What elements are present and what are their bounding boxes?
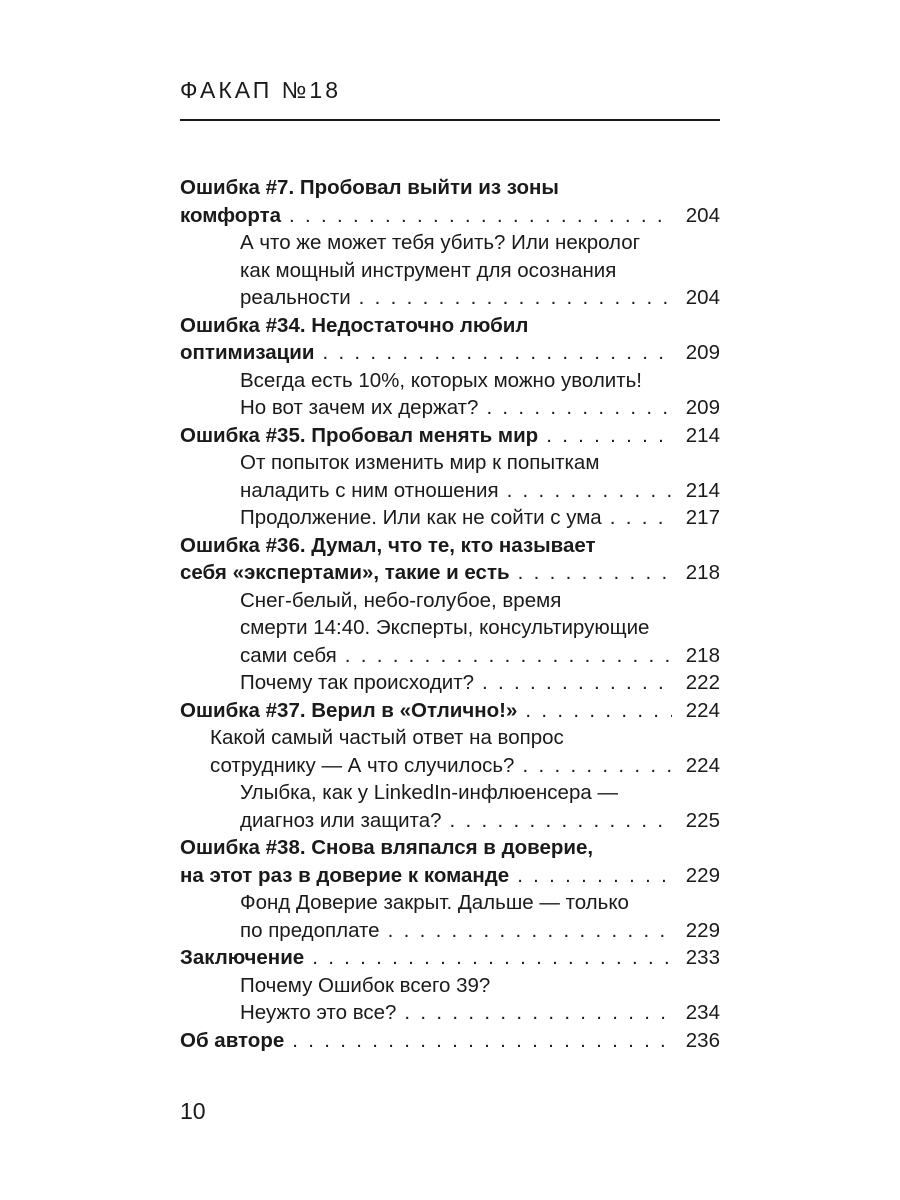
- toc-entry-text: наладить с ним отношения: [240, 478, 499, 502]
- table-of-contents: [180, 174, 720, 1054]
- toc-page-number: 218: [685, 643, 720, 667]
- dot-leader: [610, 504, 672, 532]
- toc-entry-line: [180, 834, 720, 862]
- toc-entry-line: [240, 999, 720, 1027]
- toc-page-number: 218: [685, 561, 720, 584]
- dot-leader: [292, 1027, 672, 1055]
- toc-entry-line: [240, 449, 720, 477]
- toc-entry-line: [240, 284, 720, 312]
- toc-entry-text: Ошибка #7. Пробовал выйти из зоны: [180, 176, 559, 199]
- toc-page-number: 209: [685, 341, 720, 364]
- toc-entry-text: Ошибка #38. Снова вляпался в доверие,: [180, 836, 594, 859]
- toc-entry-text: комфорта: [180, 203, 282, 227]
- toc-entry-text: диагноз или защита?: [240, 808, 442, 832]
- toc-entry-line: [240, 779, 720, 807]
- toc-entry-text: Ошибка #35. Пробовал менять мир: [180, 423, 539, 447]
- toc-entry-line: [210, 724, 720, 752]
- toc-chapter-entry: [180, 697, 720, 725]
- toc-entry-text: Почему Ошибок всего 39?: [240, 973, 491, 997]
- toc-page-number: 236: [685, 1028, 720, 1052]
- toc-entry-line: [180, 1027, 720, 1055]
- toc-subsection-entry: [180, 669, 720, 697]
- toc-entry-line: [240, 367, 720, 395]
- dot-leader: [522, 752, 672, 780]
- toc-entry-line: [240, 807, 720, 835]
- dot-leader: [546, 422, 672, 450]
- toc-subsection-entry: [180, 367, 720, 422]
- toc-entry-line: [240, 394, 720, 422]
- dot-leader: [404, 999, 672, 1027]
- dot-leader: [345, 642, 672, 670]
- toc-entry-text: реальности: [240, 286, 351, 309]
- toc-entry-text: Ошибка #34. Недостаточно любил: [180, 313, 529, 337]
- toc-entry-text: Улыбка, как у LinkedIn-инфлюенсера —: [240, 781, 618, 804]
- toc-entry-line: [180, 944, 720, 972]
- toc-entry-line: [240, 587, 720, 615]
- toc-entry-line: [240, 614, 720, 642]
- toc-chapter-entry: [180, 944, 720, 972]
- toc-entry-text: Фонд Доверие закрыт. Дальше — только: [240, 891, 629, 914]
- toc-entry-line: [180, 532, 720, 560]
- dot-leader: [482, 669, 672, 697]
- toc-entry-text: Заключение: [180, 946, 305, 969]
- toc-entry-text: себя «экспертами», такие и есть: [180, 561, 510, 584]
- toc-entry-line: [180, 339, 720, 367]
- toc-subsection-entry: [180, 724, 720, 779]
- header-rule: [180, 119, 720, 121]
- toc-subsection-entry: [180, 229, 720, 312]
- toc-page-number: 233: [685, 946, 720, 969]
- toc-entry-text: сами себя: [240, 643, 337, 667]
- toc-entry-line: [180, 862, 720, 890]
- toc-page-number: 234: [685, 1001, 720, 1024]
- toc-entry-text: Ошибка #36. Думал, что те, кто называет: [180, 533, 596, 557]
- toc-page-number: 214: [685, 423, 720, 447]
- toc-entry-line: [240, 917, 720, 945]
- toc-entry-line: [180, 422, 720, 450]
- toc-entry-line: [240, 889, 720, 917]
- toc-page-number: 217: [685, 506, 720, 529]
- toc-entry-text: А что же может тебя убить? Или некролог: [240, 231, 641, 254]
- toc-entry-text: оптимизации: [180, 341, 315, 364]
- running-head: ФАКАП №18: [180, 77, 341, 103]
- page-number: 10: [180, 1098, 206, 1124]
- toc-entry-line: [240, 257, 720, 285]
- toc-subsection-entry: [180, 779, 720, 834]
- toc-subsection-entry: [180, 504, 720, 532]
- toc-chapter-entry: [180, 422, 720, 450]
- toc-page-number: 229: [685, 863, 720, 887]
- dot-leader: [359, 284, 672, 312]
- toc-page-number: 209: [685, 396, 720, 419]
- toc-entry-line: [240, 229, 720, 257]
- toc-entry-line: [240, 642, 720, 670]
- toc-subsection-entry: [180, 972, 720, 1027]
- toc-entry-text: Ошибка #37. Верил в «Отлично!»: [180, 698, 518, 722]
- dot-leader: [517, 862, 672, 890]
- toc-subsection-entry: [180, 889, 720, 944]
- toc-entry-text: по предоплате: [240, 918, 380, 942]
- toc-entry-line: [180, 312, 720, 340]
- toc-chapter-entry: [180, 834, 720, 889]
- toc-subsection-entry: [180, 587, 720, 670]
- toc-page-number: 224: [685, 698, 720, 722]
- toc-page-number: 204: [685, 203, 720, 227]
- toc-chapter-entry: [180, 532, 720, 587]
- toc-entry-line: [180, 697, 720, 725]
- toc-chapter-entry: [180, 1027, 720, 1055]
- toc-entry-line: [240, 669, 720, 697]
- dot-leader: [525, 697, 672, 725]
- toc-entry-text: смерти 14:40. Эксперты, консультирующие: [240, 616, 650, 639]
- toc-page-number: 224: [685, 753, 720, 777]
- toc-chapter-entry: [180, 312, 720, 367]
- toc-entry-text: Какой самый частый ответ на вопрос: [210, 726, 564, 749]
- dot-leader: [518, 559, 672, 587]
- toc-entry-text: Неужто это все?: [240, 1001, 397, 1024]
- toc-entry-text: Почему так происходит?: [240, 671, 475, 694]
- toc-entry-line: [240, 477, 720, 505]
- toc-entry-text: От попыток изменить мир к попыткам: [240, 451, 600, 474]
- dot-leader: [486, 394, 672, 422]
- toc-entry-text: Всегда есть 10%, которых можно уволить!: [240, 368, 643, 392]
- toc-entry-line: [180, 174, 720, 202]
- toc-page-number: 214: [685, 478, 720, 502]
- toc-entry-line: [180, 559, 720, 587]
- dot-leader: [289, 202, 672, 230]
- toc-entry-line: [210, 752, 720, 780]
- toc-entry-line: [240, 972, 720, 1000]
- toc-entry-text: сотруднику — А что случилось?: [210, 753, 515, 777]
- toc-subsection-entry: [180, 449, 720, 504]
- dot-leader: [450, 807, 672, 835]
- toc-entry-text: Продолжение. Или как не сойти с ума: [240, 506, 602, 529]
- toc-page-number: 229: [685, 918, 720, 942]
- dot-leader: [388, 917, 672, 945]
- dot-leader: [322, 339, 672, 367]
- toc-entry-text: Снег-белый, небо-голубое, время: [240, 588, 562, 612]
- toc-page-number: 225: [685, 808, 720, 832]
- toc-entry-text: Но вот зачем их держат?: [240, 396, 479, 419]
- dot-leader: [312, 944, 672, 972]
- toc-chapter-entry: [180, 174, 720, 229]
- toc-entry-text: Об авторе: [180, 1028, 285, 1052]
- toc-entry-text: на этот раз в доверие к команде: [180, 863, 510, 887]
- toc-page-number: 204: [685, 286, 720, 309]
- toc-entry-line: [240, 504, 720, 532]
- toc-entry-line: [180, 202, 720, 230]
- dot-leader: [507, 477, 672, 505]
- toc-entry-text: как мощный инструмент для осознания: [240, 258, 617, 282]
- toc-page-number: 222: [685, 671, 720, 694]
